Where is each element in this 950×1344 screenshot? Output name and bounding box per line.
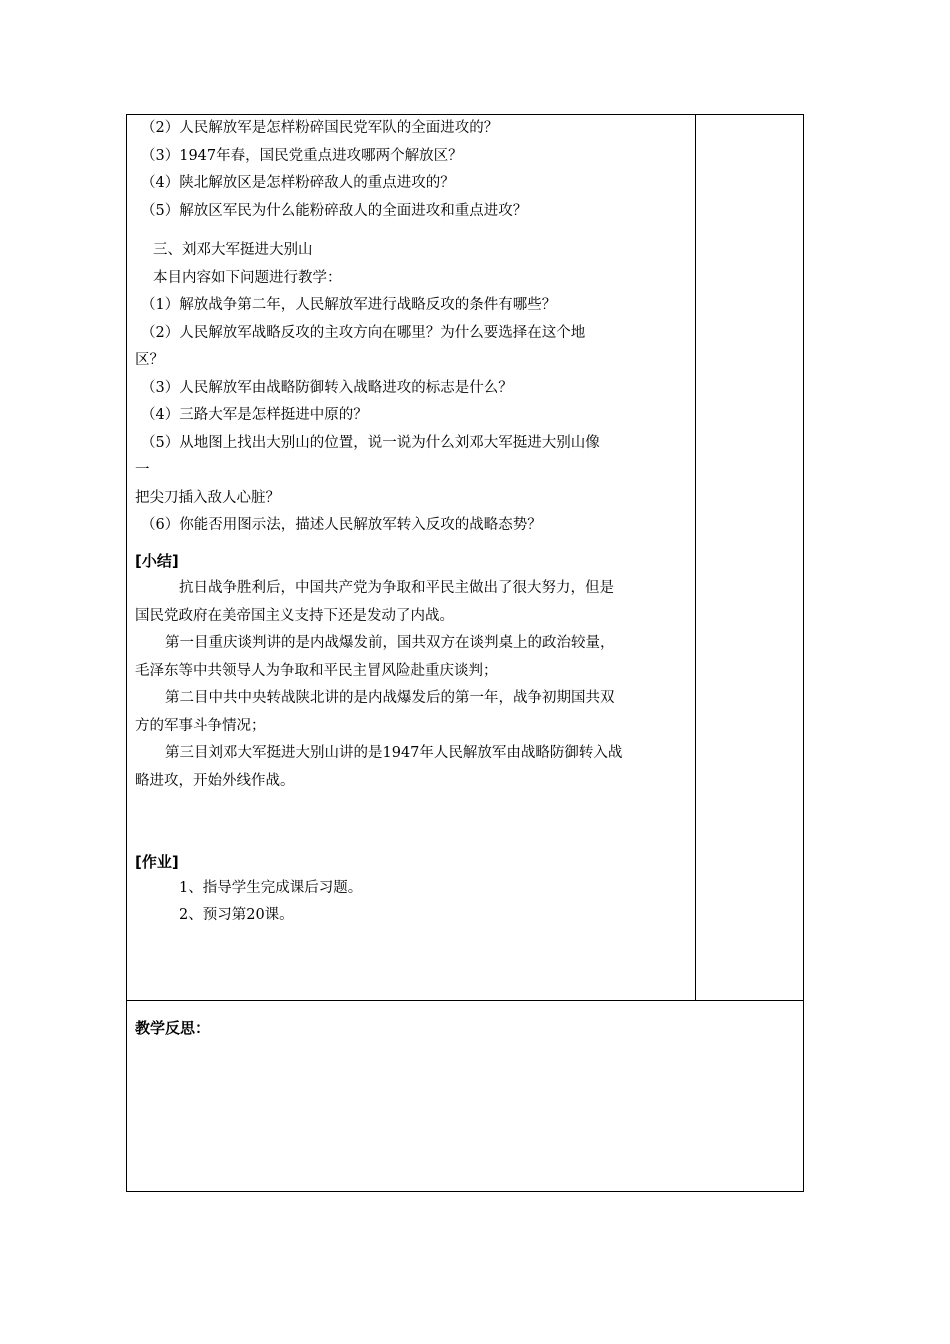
lesson-content-row	[127, 115, 803, 1001]
summary-p3-line1: 第二目中共中央转战陕北讲的是内战爆发后的第一年，战争初期国共双	[165, 690, 615, 706]
section2-question-2: （2）人民解放军是怎样粉碎国民党军队的全面进攻的？	[141, 120, 499, 136]
section3-intro: 本目内容如下问题进行教学：	[153, 269, 342, 286]
summary-p2-line1: 第一目重庆谈判讲的是内战爆发前，国共双方在谈判桌上的政治较量，	[165, 635, 615, 651]
summary-p1-line1: 抗日战争胜利后，中国共产党为争取和平民主做出了很大努力，但是	[179, 580, 614, 596]
section2-question-4: （4）陕北解放区是怎样粉碎敌人的重点进攻的？	[141, 175, 455, 191]
section3-question-5-line1: （5）从地图上找出大别山的位置，说一说为什么刘邓大军挺进大别山像	[141, 434, 600, 451]
section3-question-6: （6）你能否用图示法，描述人民解放军转入反攻的战略态势？	[141, 517, 542, 533]
summary-p4-line2: 略进攻，开始外线作战。	[135, 772, 295, 789]
homework-item-1: 1、指导学生完成课后习题。	[179, 879, 363, 896]
teaching-reflection-row	[127, 1001, 803, 1191]
summary-p3-line2: 方的军事斗争情况；	[135, 717, 266, 734]
lesson-content-cell	[135, 115, 691, 932]
teaching-reflection-label: 教学反思：	[135, 1019, 211, 1037]
section3-question-1: （1）解放战争第二年，人民解放军进行战略反攻的条件有哪些？	[141, 297, 557, 313]
section2-question-3: （3）1947年春，国民党重点进攻哪两个解放区？	[141, 147, 463, 164]
section3-title: 三、刘邓大军挺进大别山	[153, 242, 313, 258]
summary-heading: [小结]	[135, 551, 179, 570]
column-divider	[695, 115, 696, 1000]
section3-question-3: （3）人民解放军由战略防御转入战略进攻的标志是什么？	[141, 379, 513, 396]
summary-p1-line2: 国民党政府在美帝国主义支持下还是发动了内战。	[135, 607, 454, 624]
section3-question-2-line1: （2）人民解放军战略反攻的主攻方向在哪里？为什么要选择在这个地	[141, 324, 586, 341]
section3-question-4: （4）三路大军是怎样挺进中原的？	[141, 407, 368, 423]
summary-p2-line2: 毛泽东等中共领导人为争取和平民主冒风险赴重庆谈判；	[135, 662, 498, 679]
lesson-plan-table	[126, 114, 804, 1192]
section2-question-5: （5）解放区军民为什么能粉碎敌人的全面进攻和重点进攻？	[141, 202, 528, 219]
homework-item-2: 2、预习第20课。	[179, 907, 294, 923]
summary-p4-line1: 第三目刘邓大军挺进大别山讲的是1947年人民解放军由战略防御转入战	[165, 745, 623, 761]
homework-heading: [作业]	[135, 853, 179, 871]
section3-question-5-line2: 一	[135, 462, 150, 478]
section3-question-5-line3: 把尖刀插入敌人心脏？	[135, 489, 280, 506]
section3-question-2-line2: 区？	[135, 352, 164, 368]
